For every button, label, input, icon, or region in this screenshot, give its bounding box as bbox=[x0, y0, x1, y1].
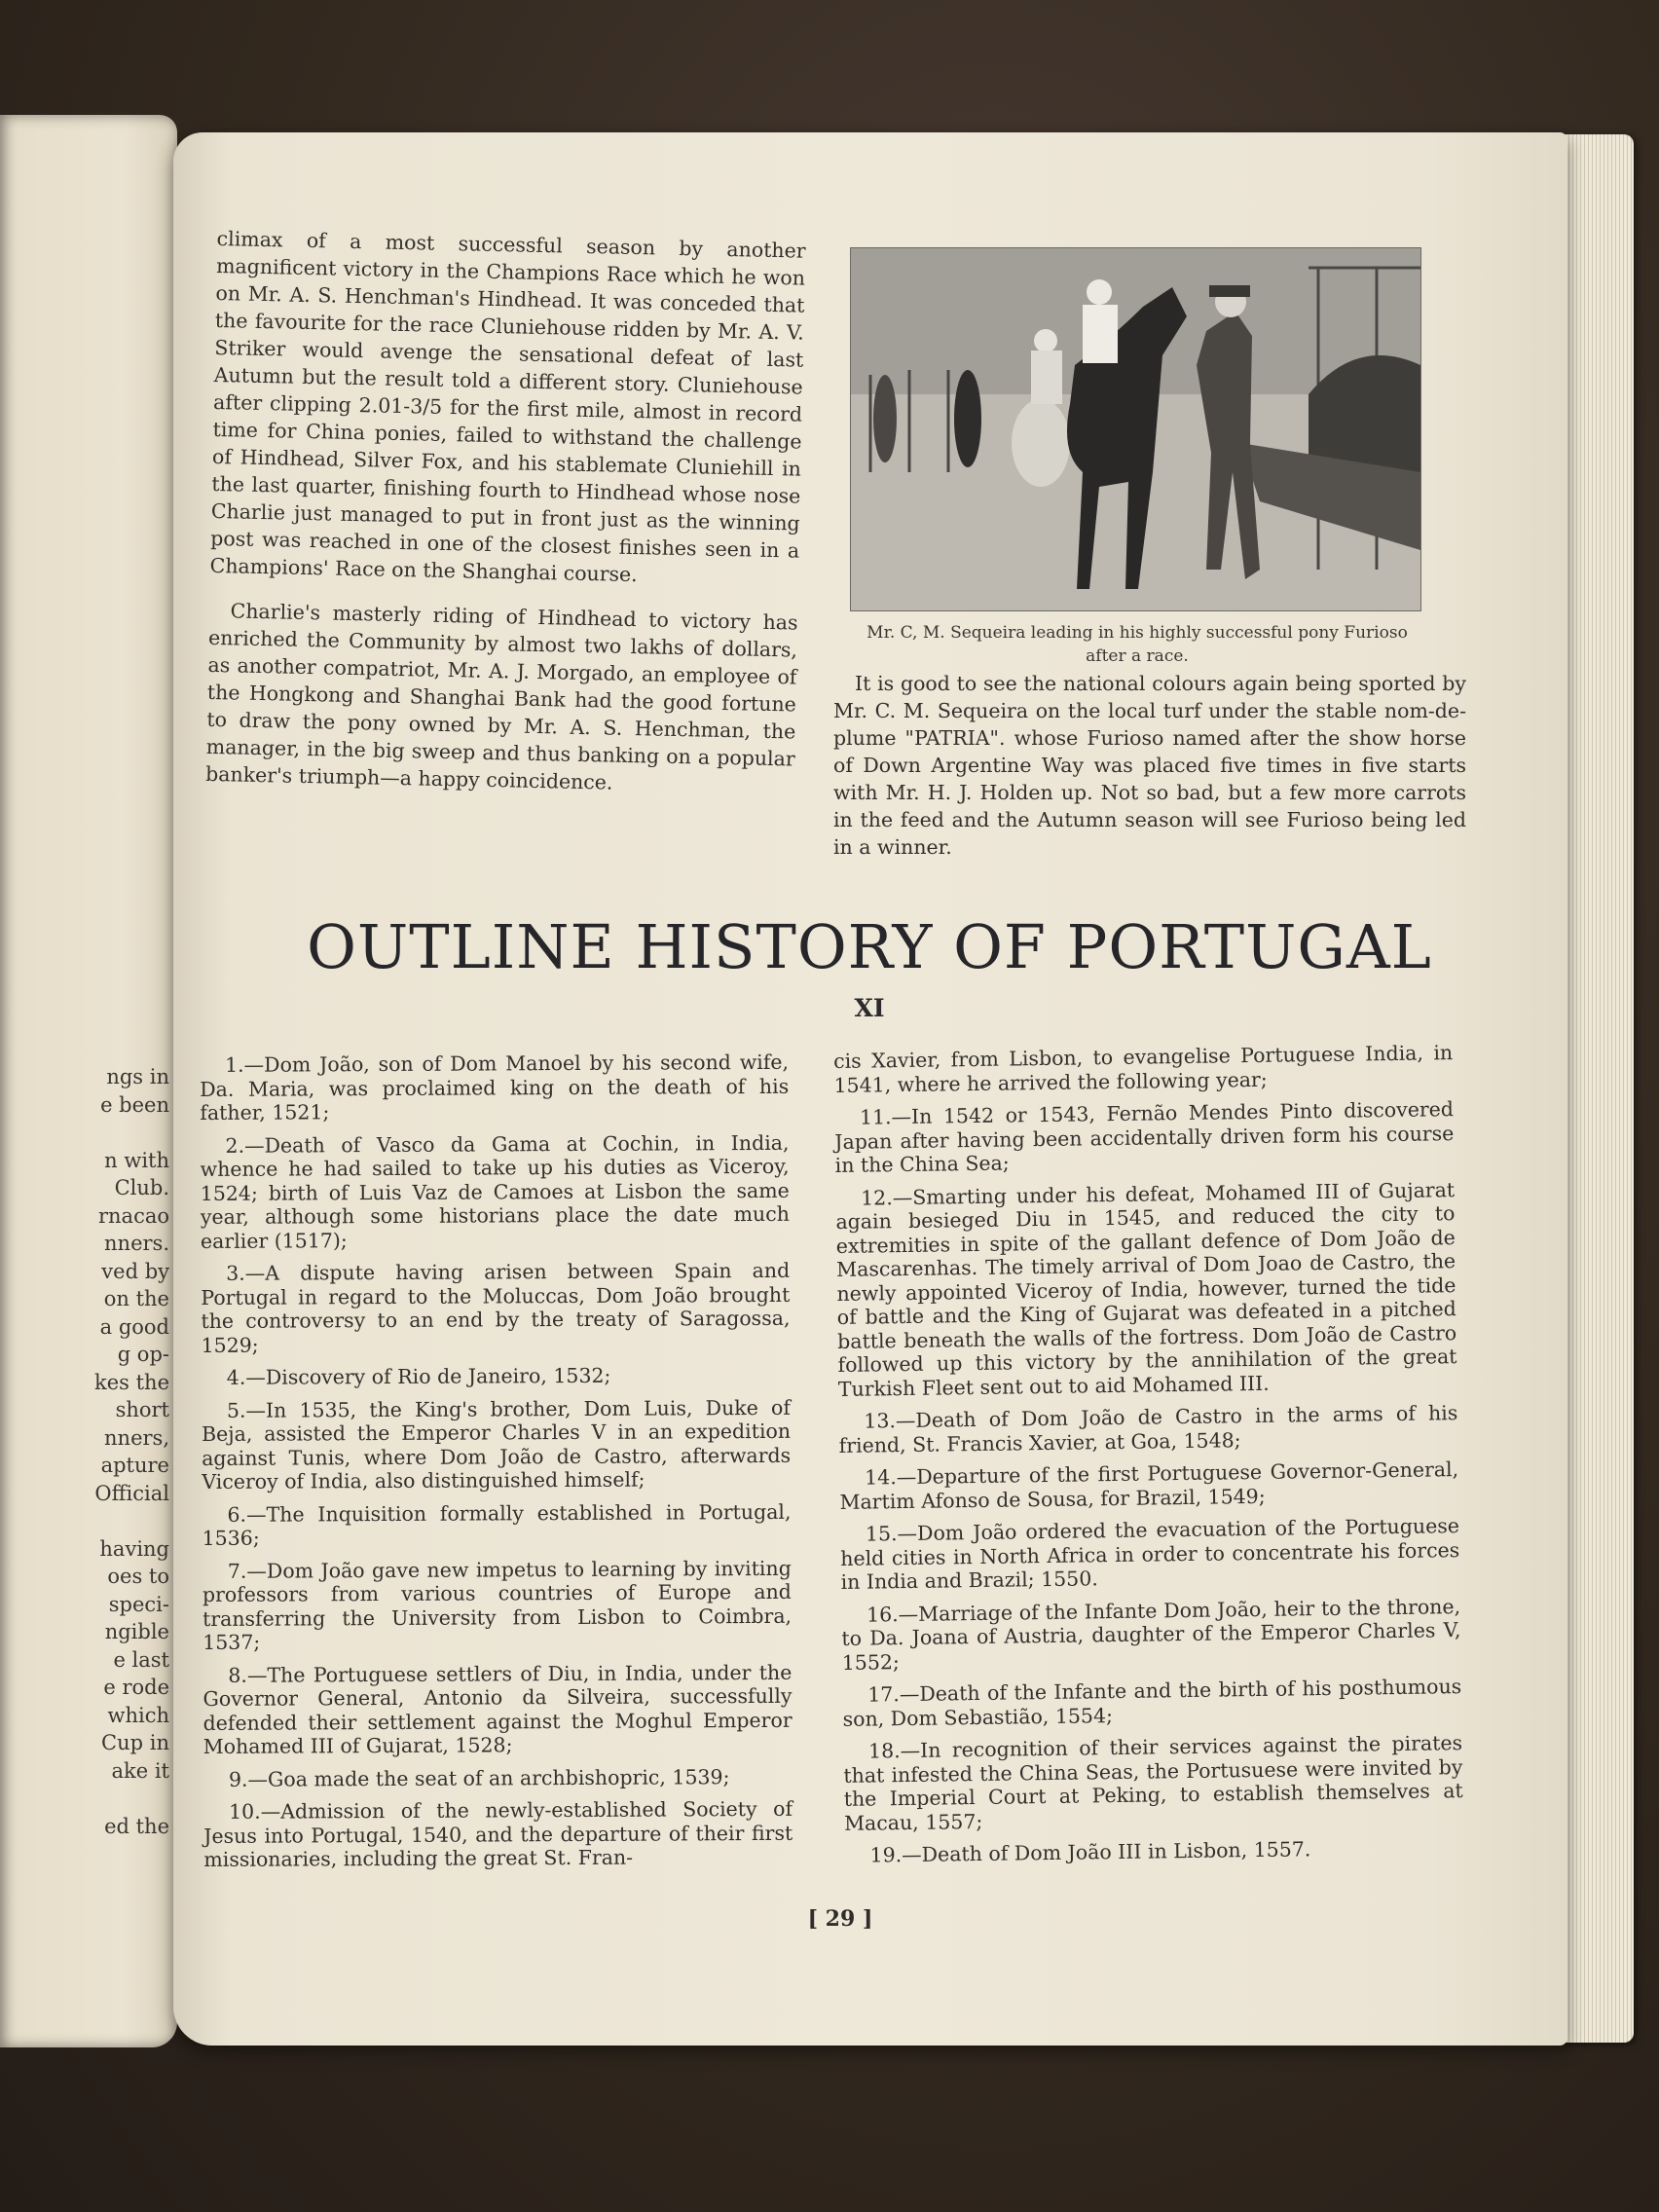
left-page-text-fragment: Cup in bbox=[101, 1731, 169, 1754]
left-page-text-fragment: g op- bbox=[117, 1343, 169, 1366]
history-item: 1.—Dom João, son of Dom Manoel by his second wife, Da. Maria, was proclaimed king on the death of his father, 1521; bbox=[200, 1050, 790, 1124]
photo-caption: Mr. C, M. Sequeira leading in his highly successful pony Furioso after a race. bbox=[866, 623, 1408, 666]
history-item: 7.—Dom João gave new impetus to learning by inviting professors from various countries of Europe and transferring the University from Lisbon to Coimbra, 1537; bbox=[202, 1556, 793, 1654]
left-page-text-fragment: a good bbox=[99, 1314, 169, 1339]
left-page-text-fragment: n with bbox=[104, 1148, 169, 1172]
history-item: 16.—Marriage of the Infante Dom João, heir to the throne, to Da. Joana of Austria, daughter of the Emperor Charles V, 1552; bbox=[841, 1594, 1461, 1675]
racing-article-left-column bbox=[205, 225, 806, 812]
history-item-continuation: cis Xavier, from Lisbon, to evangelise Portuguese India, in 1541, where he arrived the following year; bbox=[833, 1041, 1454, 1097]
left-page-text-fragment: Club. bbox=[114, 1176, 169, 1199]
race-photo bbox=[850, 247, 1421, 611]
page-stack-edge bbox=[1558, 134, 1634, 2043]
left-page-text-fragment: e been bbox=[100, 1092, 169, 1117]
left-page-text-fragment: speci- bbox=[108, 1592, 169, 1616]
history-item: 9.—Goa made the seat of an archbishopric, 1539; bbox=[228, 1764, 730, 1791]
left-page-text-fragment: short bbox=[115, 1398, 169, 1421]
left-page-text-fragment: ngible bbox=[104, 1620, 169, 1643]
history-item: 6.—The Inquisition formally established in Portugal, 1536; bbox=[202, 1499, 792, 1550]
history-item: 2.—Death of Vasco da Gama at Cochin, in India, whence he had sailed to take up his duties as Viceroy, 1524; birth of Luis Vaz de Camoes at Lisbon the same year, although some historians place the date much earlier (1517); bbox=[200, 1130, 790, 1253]
article-title: OUTLINE HISTORY OF PORTUGAL bbox=[307, 911, 1432, 982]
left-page-text-fragment: ake it bbox=[111, 1758, 169, 1783]
racing-paragraph: It is good to see the national colours again being sported by Mr. C. M. Sequeira on the local turf under the stable nom-de-plume "PATRIA". whose Furioso named after the show horse of Down Argentine Way was placed five times in five starts with Mr. H. J. Holden up. Not so bad, but a few more carrots in the feed and the Autumn season will see Furioso being led in a winner. bbox=[833, 672, 1466, 859]
left-page-text-fragment: ved by bbox=[101, 1259, 169, 1283]
history-item: 11.—In 1542 or 1543, Fernão Mendes Pinto discovered Japan after having been accidentally driven form his course in the China Sea; bbox=[834, 1097, 1455, 1177]
left-page-text-fragment: nners. bbox=[104, 1232, 169, 1255]
history-left-column bbox=[200, 1051, 793, 1881]
history-item: 15.—Dom João ordered the evacuation of the Portuguese held cities in North Africa in order to concentrate his forces in India and Brazil; 1550. bbox=[840, 1514, 1460, 1594]
left-page-text-fragment: on the bbox=[103, 1287, 169, 1310]
left-page-text-fragment: e last bbox=[113, 1647, 169, 1672]
racing-paragraph: Charlie's masterly riding of Hindhead to victory has enriched the Community by almost two lakhs of dollars, as another compatriot, Mr. A. J. Morgado, an employee of the Hongkong and Shanghai Bank had the good fortune to draw the pony owned by Mr. A. S. Henchman, the manager, in the big sweep and thus banking on a popular banker's triumph—a happy coincidence. bbox=[204, 599, 798, 794]
history-item: 19.—Death of Dom João III in Lisbon, 1557. bbox=[869, 1837, 1311, 1867]
history-item: 5.—In 1535, the King's brother, Dom Luis, Duke of Beja, assisted the Emperor Charles V in an expedition against Tunis, where Dom João de Castro, afterwards Viceroy of India, also distinguished himself; bbox=[201, 1395, 792, 1493]
left-page-text-fragment: Official bbox=[94, 1481, 169, 1505]
history-right-column bbox=[833, 1041, 1464, 1876]
part-number: XI bbox=[854, 994, 885, 1022]
history-item: 17.—Death of the Infante and the birth of his posthumous son, Dom Sebastião, 1554; bbox=[842, 1675, 1462, 1731]
racing-article-right-column bbox=[833, 670, 1466, 872]
left-page-text-fragment: having bbox=[99, 1536, 169, 1561]
left-page-text-fragment: oes to bbox=[107, 1565, 169, 1588]
racing-paragraph: climax of a most successful season by another magnificent victory in the Champions Race which he won on Mr. A. S. Henchman's Hindhead. It was conceded that the favourite for the race Cluniehouse ridden by Mr. A. V. Striker would avenge the sensational defeat of last Autumn but the result told a different story. Cluniehouse after clipping 2.01-3/5 for the first mile, almost in record time for China ponies, failed to withstand the challenge of Hindhead, Silver Fox, and his stablemate Cluniehill in the last quarter, finishing fourth to Hindhead whose nose Charlie just managed to put in front just as the winning post was reached in one of the closest finishes seen in a Champions' Race on the Shanghai course. bbox=[209, 226, 806, 587]
previous-page bbox=[0, 115, 177, 2047]
left-page-text-fragment: which bbox=[107, 1703, 169, 1727]
history-item: 10.—Admission of the newly-established Society of Jesus into Portugal, 1540, and the departure of their first missionaries, including the great St. Fran- bbox=[203, 1796, 793, 1871]
left-page-text-fragment: apture bbox=[100, 1454, 169, 1477]
magazine-page bbox=[173, 132, 1567, 2046]
left-page-text-fragment: kes the bbox=[94, 1370, 169, 1394]
left-page-text-fragment: ed the bbox=[104, 1814, 169, 1838]
history-item: 8.—The Portuguese settlers of Diu, in India, under the Governor General, Antonio da Silveira, successfully defended their settlement against the Moghul Emperor Mohamed III of Gujarat, 1528; bbox=[203, 1660, 793, 1758]
history-item: 3.—A dispute having arisen between Spain and Portugal in regard to the Moluccas, Dom João brought the controversy to an end by the treaty of Saragossa, 1529; bbox=[201, 1258, 791, 1357]
history-item: 14.—Departure of the first Portuguese Governor-General, Martim Afonso de Sousa, for Brazil, 1549; bbox=[839, 1457, 1459, 1514]
left-page-text-fragment: nners, bbox=[104, 1425, 169, 1450]
history-item: 18.—In recognition of their services against the pirates that infested the China Seas, the Portusuese were invited by the Imperial Court at Peking, to establish themselves at Macau, 1557; bbox=[843, 1731, 1463, 1835]
history-item: 12.—Smarting under his defeat, Mohamed III of Gujarat again besieged Diu in 1545, and reduced the city to extremities in spite of the gallant defence of Dom João de Mascarenhas. The timely arrival of Dom Joao de Castro, the newly appointed Viceroy of India, however, turned the tide of battle and the King of Gujarat was defeated in a pitched battle beneath the walls of the fortress. Dom João de Castro followed up this victory by the annihilation of the great Turkish Fleet sent out to aid Mohamed III. bbox=[835, 1177, 1457, 1401]
page-number: [ 29 ] bbox=[807, 1906, 873, 1932]
left-page-text-fragment: e rode bbox=[103, 1676, 169, 1699]
left-page-text-fragment: rnacao bbox=[97, 1203, 169, 1228]
horse-photo-illustration bbox=[851, 248, 1420, 610]
history-item: 4.—Discovery of Rio de Janeiro, 1532; bbox=[226, 1363, 611, 1389]
left-page-text-fragment: ngs in bbox=[106, 1065, 169, 1088]
history-item: 13.—Death of Dom João de Castro in the arms of his friend, St. Francis Xavier, at Goa, 1548; bbox=[838, 1401, 1458, 1457]
